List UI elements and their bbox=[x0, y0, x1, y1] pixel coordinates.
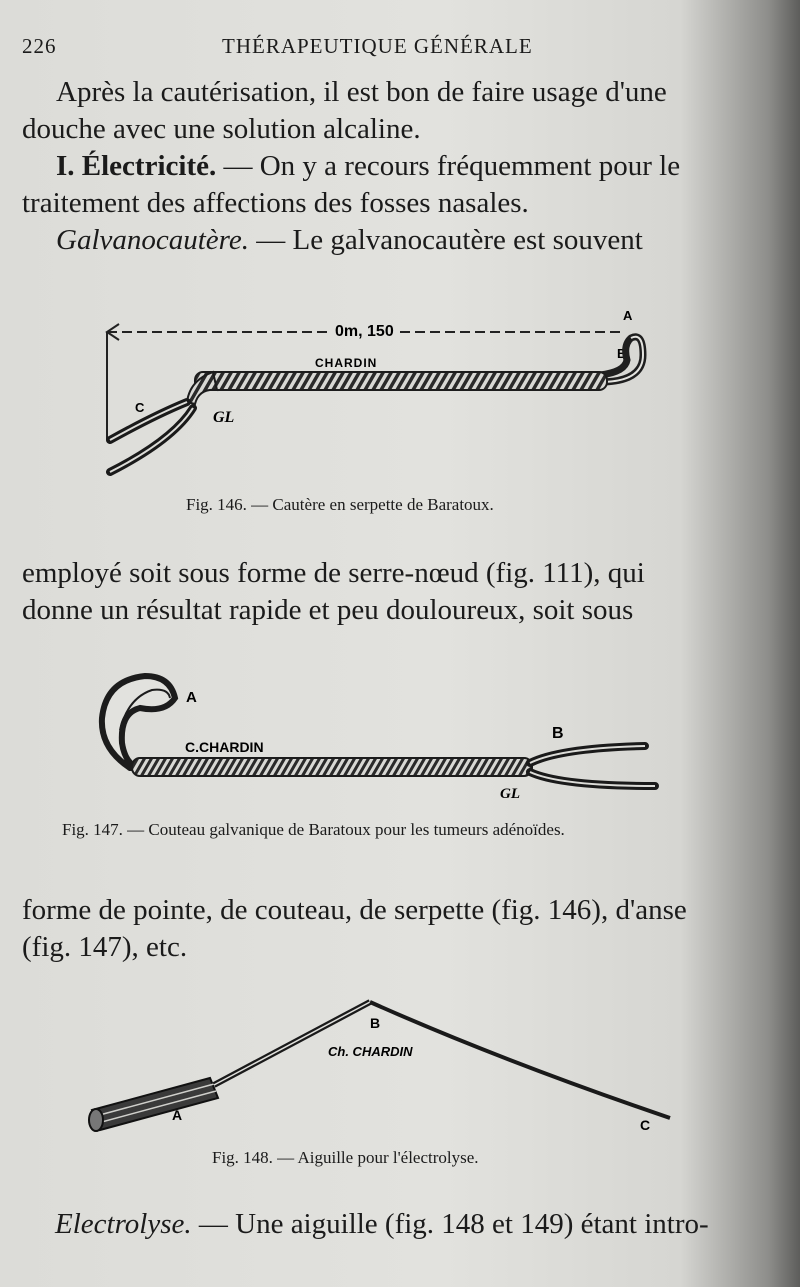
label-a: A bbox=[623, 308, 633, 323]
brand-label: CHARDIN bbox=[315, 356, 378, 370]
text-line: (fig. 147), etc. bbox=[22, 931, 188, 963]
figure-147-illustration bbox=[90, 668, 670, 808]
label-a: A bbox=[186, 689, 197, 706]
paragraph-cauterisation bbox=[22, 74, 722, 148]
maker-mark: GL bbox=[213, 409, 235, 426]
term-italic: Electrolyse. bbox=[55, 1208, 192, 1240]
needle-shaft bbox=[370, 1002, 670, 1118]
label-c: C bbox=[640, 1117, 651, 1133]
label-c: C bbox=[135, 400, 145, 415]
coiled-shaft bbox=[132, 758, 532, 776]
section-heading: I. Électricité. bbox=[56, 150, 217, 182]
label-b: B bbox=[370, 1015, 381, 1031]
paragraph-galvanocautere bbox=[22, 222, 722, 259]
paragraph-electrolyse bbox=[55, 1208, 709, 1241]
figure-148-illustration bbox=[80, 990, 680, 1140]
running-title: THÉRAPEUTIQUE GÉNÉRALE bbox=[222, 34, 533, 58]
paragraph-serre-noeud bbox=[22, 555, 722, 629]
text-line: donne un résultat rapide et peu douloureux, soit sous bbox=[22, 594, 634, 626]
measure-label: 0m, 150 bbox=[335, 323, 394, 340]
brand-label: Ch. CHARDIN bbox=[328, 1044, 413, 1059]
text-line: Après la cautérisation, il est bon de faire usage d'une bbox=[56, 76, 667, 108]
needle-handle bbox=[89, 1078, 218, 1131]
paragraph-electricite bbox=[22, 148, 722, 222]
text-line bbox=[22, 148, 722, 185]
text-line: forme de pointe, de couteau, de serpette (fig. 146), d'anse bbox=[22, 894, 687, 926]
figure-146-illustration bbox=[95, 300, 675, 490]
caption-fig-146: Fig. 146. — Cautère en serpette de Baratoux. bbox=[186, 495, 494, 514]
text-line: employé soit sous forme de serre-nœud (fig. 111), qui bbox=[22, 557, 645, 589]
caption-fig-148: Fig. 148. — Aiguille pour l'électrolyse. bbox=[212, 1148, 479, 1167]
label-b: B bbox=[617, 346, 627, 361]
text-fragment: — On y a recours fréquemment pour le bbox=[216, 150, 681, 182]
text-fragment: — Une aiguille (fig. 148 et 149) étant intro- bbox=[191, 1208, 709, 1240]
text-line: douche avec une solution alcaline. bbox=[22, 113, 421, 145]
text-fragment: — Le galvanocautère est souvent bbox=[249, 224, 643, 256]
coil-bend bbox=[187, 372, 217, 404]
maker-mark: GL bbox=[500, 786, 520, 802]
page-number: 226 bbox=[22, 34, 57, 58]
text-line bbox=[22, 222, 722, 259]
text-line: traitement des affections des fosses nasales. bbox=[22, 187, 529, 219]
paragraph-forme-de-pointe bbox=[22, 892, 722, 966]
caption-fig-147: Fig. 147. — Couteau galvanique de Baratoux pour les tumeurs adénoïdes. bbox=[62, 820, 565, 839]
brand-label: C.CHARDIN bbox=[185, 739, 264, 755]
label-b: B bbox=[552, 725, 564, 742]
label-a: A bbox=[172, 1107, 183, 1123]
term-italic: Galvanocautère. bbox=[56, 224, 250, 256]
coiled-shaft bbox=[195, 372, 607, 390]
